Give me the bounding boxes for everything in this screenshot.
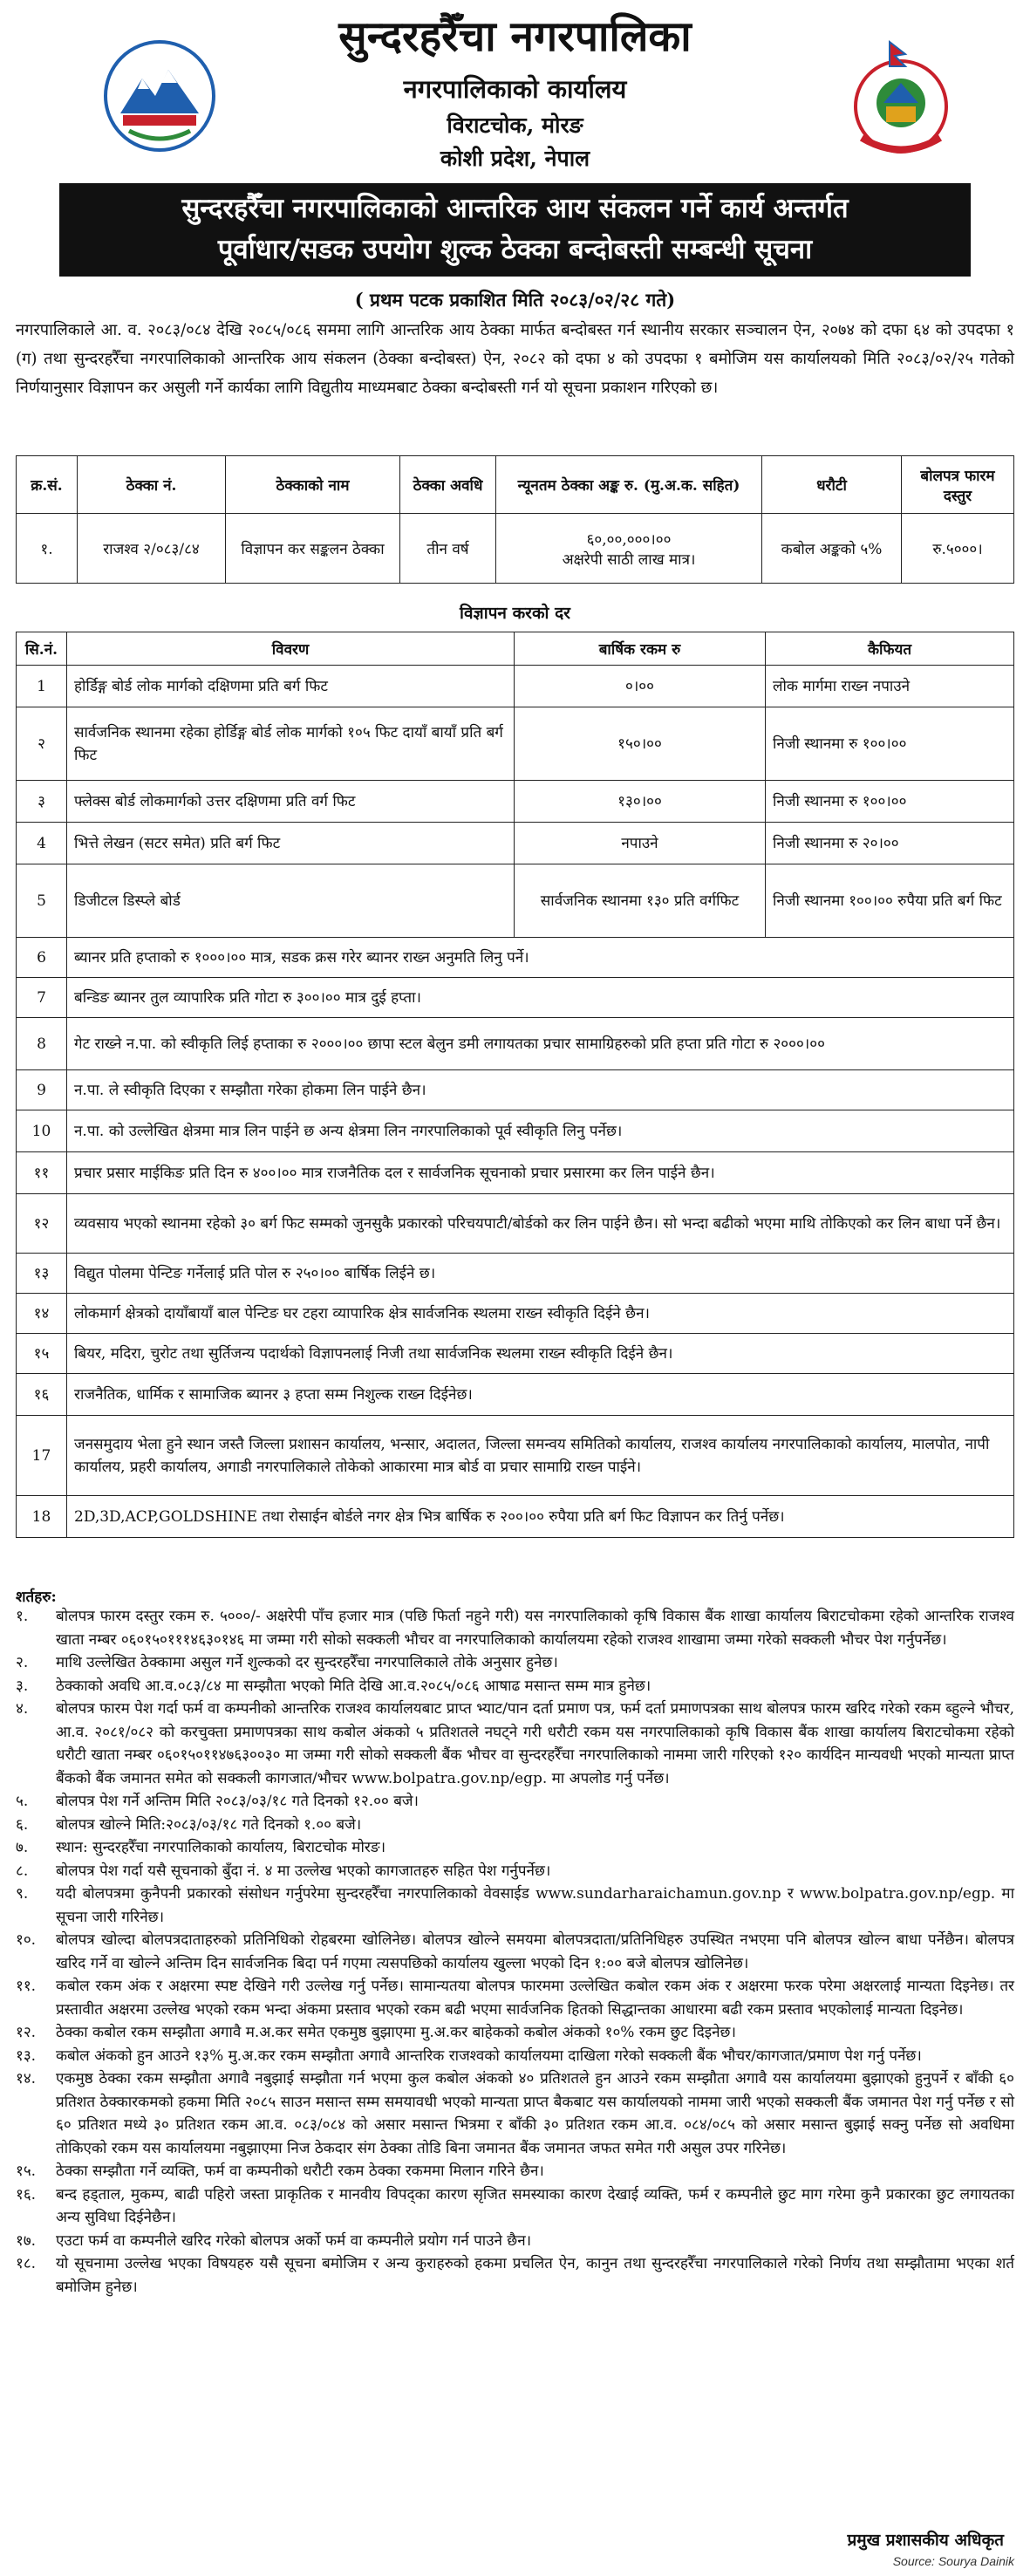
table-row: [17, 1496, 1014, 1538]
cell-sn: १६: [17, 1374, 67, 1416]
column-header: न्यूनतम ठेक्का अङ्क रु. (मु.अ.क. सहित): [496, 456, 762, 514]
terms-heading: शर्तहरु:: [16, 1589, 57, 1606]
term-text: ठेक्का कबोल रकम सम्झौता अगावै म.अ.कर समेत एकमुष्ठ बुझाएमा मु.अ.कर बाहेकको कबोल अंकको १०% रकम छुट दिइनेछ।: [56, 2024, 736, 2041]
cell-rule-text: गेट राख्ने न.पा. को स्वीकृति लिई हप्ताका रु २०००।०० छापा स्टल बेलुन डमी लगायतका प्रचार सामाग्रिहरुको प्रति हप्ता प्रति गोटा रु २०००।००: [67, 1018, 1014, 1070]
cell-rule-text: ब्यानर प्रति हप्ताको रु १०००।०० मात्र, सडक क्रस गरेर ब्यानर राख्न अनुमति लिनु पर्ने।: [67, 938, 1014, 978]
table-row: [17, 1294, 1014, 1334]
term-number: २.: [16, 1654, 29, 1671]
banner-line-2: पूर्वाधार/सडक उपयोग शुल्क ठेक्का बन्दोबस्ती सम्बन्धी सूचना: [217, 234, 813, 265]
term-number: ११.: [16, 1978, 37, 1995]
rates-table-body: [17, 666, 1014, 1538]
cell-sn: 5: [17, 864, 67, 938]
term-text: कबोल रकम अंक र अक्षरमा स्पष्ट देखिने गरी उल्लेख गर्नु पर्नेछ। सामान्यतया बोलपत्र फारममा उल्लेखित कबोल रकम अंक र अक्षरमा फरक परेमा अक्षरलाई मान्यता दिइनेछ। तर प्रस्तावीत अक्षरमा उल्लेख भएको रकम भन्दा अंकमा प्रस्ताव भएको रकम बढी भएमा सार्वजनिक हितको सिद्धान्तका आधारमा बढी रकम प्रस्ताव भएकोलाई मान्यता दिइनेछ।: [56, 1978, 1014, 2019]
table-row: [17, 1070, 1014, 1110]
cell-rule-text: बन्डिङ ब्यानर तुल व्यापारिक प्रति गोटा रु ३००।०० मात्र दुई हप्ता।: [67, 978, 1014, 1018]
term-item: [16, 1698, 1014, 1790]
cell-sn: 4: [17, 823, 67, 864]
cell-deposit: कबोल अङ्कको ५%: [762, 514, 902, 584]
cell-remark: निजी स्थानमा रु १००।००: [766, 707, 1014, 781]
cell-remark: निजी स्थानमा १००।०० रुपैया प्रति बर्ग फिट: [766, 864, 1014, 938]
term-number: ४.: [16, 1700, 29, 1718]
cell-sn: 17: [17, 1416, 67, 1496]
cell-sn: 6: [17, 938, 67, 978]
cell-sn: 10: [17, 1110, 67, 1152]
term-text: ठेक्का सम्झौता गर्ने व्यक्ति, फर्म वा कम्पनीको धरौटी रकम ठेक्का रकममा मिलान गरिने छैन।: [56, 2163, 544, 2180]
rates-table: [16, 632, 1014, 1538]
table-row: [17, 938, 1014, 978]
rates-title: विज्ञापन करको दर: [460, 604, 570, 623]
table-row: [17, 1018, 1014, 1070]
notice-title-banner: [59, 183, 971, 277]
table-row: [17, 1416, 1014, 1496]
cell-rule-text: लोकमार्ग क्षेत्रको दायाँबायाँ बाल पेन्टिङ घर टहरा व्यापारिक क्षेत्र सार्वजनिक स्थलमा राख्न स्वीकृति दिईने छैन।: [67, 1294, 1014, 1334]
term-text: माथि उल्लेखित ठेक्कामा असुल गर्ने शुल्कको दर सुन्दरहरैँचा नगरपालिकाले तोके अनुसार हुनेछ।: [56, 1654, 558, 1671]
term-text: ठेक्काको अवधि आ.व.०८३/८४ मा सम्झौता भएको मिति देखि आ.व.२०८५/०८६ आषाढ मसान्त सम्म मात्र हुनेछ।: [56, 1677, 651, 1695]
table-row: [17, 1152, 1014, 1194]
cell-rule-text: न.पा. को उल्लेखित क्षेत्रमा मात्र लिन पाईने छ अन्य क्षेत्रमा लिन नगरपालिकाको पूर्व स्वीकृति लिनु पर्नेछ।: [67, 1110, 1014, 1152]
address-line-2: कोशी प्रदेश, नेपाल: [440, 146, 590, 171]
contract-table-header: [17, 456, 1014, 514]
cell-remark: निजी स्थानमा रु २०।००: [766, 823, 1014, 864]
header: [16, 0, 1014, 174]
term-text: बोलपत्र पेश गर्दा यसै सूचनाको बुँदा नं. ४ मा उल्लेख भएको कागजातहरु सहित पेश गर्नुपर्नेछ।: [56, 1862, 551, 1880]
column-header: कैफियत: [766, 632, 1014, 666]
cell-rule-text: न.पा. ले स्वीकृति दिएका र सम्झौता गरेका होकमा लिन पाईने छैन।: [67, 1070, 1014, 1110]
term-text: स्थान: सुन्दरहरैँचा नगरपालिकाको कार्यालय, बिराटचोक मोरङ।: [56, 1839, 386, 1856]
banner-line-1: सुन्दरहरैँचा नगरपालिकाको आन्तरिक आय संकलन गर्ने कार्य अन्तर्गत: [181, 193, 849, 224]
column-header: धरौटी: [762, 456, 902, 514]
column-header: बार्षिक रकम रु: [515, 632, 766, 666]
table-row: [17, 666, 1014, 707]
cell-sn: 8: [17, 1018, 67, 1070]
term-text: यदी बोलपत्रमा कुनैपनी प्रकारको संसोधन गर्नुपरेमा सुन्दरहरैँचा नगरपालिकाको वेवसाईड www.sundarharaichamun.gov.np र www.bolpatra.gov.np/egp. मा सूचना जारी गरिनेछ।: [56, 1885, 1014, 1926]
term-text: यो सूचनामा उल्लेख भएका विषयहरु यसै सूचना बमोजिम र अन्य कुराहरुको हकमा प्रचलित ऐन, कानुन तथा सुन्दरहरैँचा नगरपालिकाले गरेको निर्णय तथा सम्झौतामा भएका शर्त बमोजिम हुनेछ।: [56, 2255, 1014, 2296]
term-item: [16, 2183, 1014, 2230]
term-text: बोलपत्र खोल्ने मिति:२०८३/०३/१८ गते दिनको १.०० बजे।: [56, 1815, 362, 1834]
cell-sn: ११: [17, 1152, 67, 1194]
cell-period: तीन वर्ष: [400, 514, 496, 584]
term-number: १०.: [16, 1931, 37, 1949]
cell-rule-text: विद्युत पोलमा पेन्टिङ गर्नेलाई प्रति पोल रु २५०।०० बार्षिक लिईने छ।: [67, 1254, 1014, 1294]
cell-rule-text: प्रचार प्रसार माईकिङ प्रति दिन रु ४००।०० मात्र राजनैतिक दल र सार्वजनिक सूचनाको प्रचार प्रसारमा कर लिन पाईने छैन।: [67, 1152, 1014, 1194]
cell-sn: ३: [17, 781, 67, 823]
term-number: ८.: [16, 1862, 29, 1880]
term-item: [16, 1860, 1014, 1883]
cell-form-fee: रु.५०००।: [902, 514, 1014, 584]
cell-description: भित्ते लेखन (सटर समेत) प्रति बर्ग फिट: [67, 823, 515, 864]
term-item: [16, 1651, 1014, 1675]
cell-amount: सार्वजनिक स्थानमा १३० प्रति वर्गफिट: [515, 864, 766, 938]
term-number: ६.: [16, 1815, 29, 1834]
term-number: ३.: [16, 1677, 29, 1695]
term-text: बोलपत्र फारम पेश गर्दा फर्म वा कम्पनीको आन्तरिक राजश्व कार्यालयबाट प्राप्त भ्याट/पान दर्ता प्रमाण पत्र, फर्म दर्ता प्रमाणपत्रका साथ बोलपत्र फारम खरिद गरेको रकम ब्हुल्ने भौचर, आ.व. २०८१/०८२ को करचुक्ता प्रमाणपत्रका साथ कबोल अंकको ५ प्रतिशतले नघट्ने गरी धरौटी रकम यस नगरपालिकाको कृषि विकास बैंक शाखा कार्यालय बिराटचोकमा रहेको धरौटी खाता नम्बर ०६०१५०११४७६३००३० मा जम्मा गरी सोको सक्कली बैंक भौचर वा सुन्दरहरैँचा नगरपालिकाको नाममा जारी गरिएको १२० कार्यदिन मान्यवधी भएको मान्यता प्राप्त बैंकको बैंक जमानत समेत को सक्कली कागजात/भौचर www.bolpatra.gov.np/egp. मा अपलोड गर्नु पर्नेछ।: [56, 1700, 1014, 1787]
term-number: १३.: [16, 2046, 37, 2065]
term-text: बन्द हड्ताल, मुकम्प, बाढी पहिरो जस्ता प्राकृतिक र मानवीय विपद्का कारण सृजित समस्याका कारण देखाई व्यक्ति, फर्म र कम्पनीले छुट माग गरेमा कुनै प्रकारका छुट लगायतका अन्य सुविधा दिईनेछैन।: [56, 2185, 1014, 2226]
term-item: [16, 1814, 1014, 1837]
term-text: एउटा फर्म वा कम्पनीले खरिद गरेको बोलपत्र अर्को फर्म वा कम्पनीले प्रयोग गर्न पाउने छैन।: [56, 2231, 532, 2250]
term-item: [16, 1605, 1014, 1651]
term-item: [16, 1675, 1014, 1698]
table-row: [17, 823, 1014, 864]
cell-rule-text: 2D,3D,ACP,GOLDSHINE तथा रोसाईन बोर्डले नगर क्षेत्र भित्र बार्षिक रु २००।०० रुपैया प्रति बर्ग फिट विज्ञापन कर तिर्नु पर्नेछ।: [67, 1496, 1014, 1538]
term-item: [16, 2021, 1014, 2045]
term-item: [16, 2160, 1014, 2183]
column-header: ठेक्का नं.: [78, 456, 226, 514]
table-row: [17, 1254, 1014, 1294]
amount-words: अक्षरेपी साठी लाख मात्र।: [562, 550, 696, 569]
column-header: सि.नं.: [17, 632, 67, 666]
cell-description: सार्वजनिक स्थानमा रहेका होर्डिङ्ग बोर्ड लोक मार्गको १०५ फिट दायाँ बायाँ प्रति बर्ग फिट: [67, 707, 515, 781]
cell-rule-text: बियर, मदिरा, चुरोट तथा सुर्तिजन्य पदार्थको विज्ञापनलाई निजी तथा सार्वजनिक स्थलमा राख्न स्वीकृति दिईने छैन।: [67, 1334, 1014, 1374]
cell-sn: १.: [17, 514, 78, 584]
cell-description: होर्डिङ्ग बोर्ड लोक मार्गको दक्षिणमा प्रति बर्ग फिट: [67, 666, 515, 707]
cell-sn: 1: [17, 666, 67, 707]
contract-table: [16, 455, 1014, 584]
table-row: [17, 781, 1014, 823]
column-header: ठेक्काको नाम: [226, 456, 400, 514]
term-text: एकमुष्ठ ठेक्का रकम सम्झौता अगावै नबुझाई सम्झौता गर्न भएमा कुल कबोल अंकको ४० प्रतिशतले हुन आउने रकम सम्झौता अगावै यस कार्यालयमा बुझाएको हुनुपर्ने र बाँकी ६० प्रतिशत ठेक्कारकमको हकमा मिति २०८५ साउन मसान्त सम्म समयावधी भएको मान्यता प्राप्त बैकबाट यस कार्यालयको नाममा जारी भएको सक्कली बैंक जमानत पेश गर्नु पर्नेछ र सो ६० प्रतिशत मध्ये ३० प्रतिशत रकम आ.व. ०८३/०८४ को असार मसान्त भित्रमा र बाँकी ३० प्रतिशत रकम आ.व. ०८४/०८५ को असार मसान्त बुझाई सक्नु पर्नेछ सो अवधिमा तोकिएको रकम यस कार्यालयमा नबुझाएमा निज ठेकदार संग ठेक्का तोडि बिना जमानत बैंक जमानत जफत समेत गरी असुल उपर गरिनेछ।: [56, 2070, 1014, 2157]
term-number: १२.: [16, 2024, 37, 2041]
term-number: ७.: [16, 1839, 29, 1856]
table-row: [17, 1334, 1014, 1374]
term-text: कबोल अंकको हुन आउने १३% मु.अ.कर रकम सम्झौता अगावै आन्तरिक राजश्वको कार्यालयमा दाखिला गरेको सक्कली बैंक भौचर/कागजात/प्रमाण पेश गर्नु पर्नेछ।: [56, 2046, 922, 2065]
cell-rule-text: राजनैतिक, धार्मिक र सामाजिक ब्यानर ३ हप्ता सम्म निशुल्क राख्न दिईनेछ।: [67, 1374, 1014, 1416]
cell-sn: 9: [17, 1070, 67, 1110]
term-text: बोलपत्र फारम दस्तुर रकम रु. ५०००/- अक्षरेपी पाँच हजार मात्र (पछि फिर्ता नहुने गरी) यस नगरपालिकाको कृषि विकास बैंक शाखा कार्यालय बिराटचोकमा रहेको आन्तरिक राजश्व खाता नम्बर ०६०१५०१११४६३०१४६ मा जम्मा गरी सोको सक्कली भौचर वा नगरपालिकाको कार्यालयमा रहेको राजश्व शाखामा जम्मा गरेको सक्कली भौचर पेश गर्नुपर्नेछ।: [56, 1608, 1014, 1649]
column-header: क्र.सं.: [17, 456, 78, 514]
term-item: [16, 2230, 1014, 2253]
table-row: [17, 514, 1014, 584]
term-number: १५.: [16, 2163, 37, 2180]
cell-sn: २: [17, 707, 67, 781]
term-number: १६.: [16, 2185, 37, 2204]
column-header: विवरण: [67, 632, 515, 666]
column-header: बोलपत्र फारम दस्तुर: [902, 456, 1014, 514]
term-item: [16, 1975, 1014, 2021]
term-item: [16, 1882, 1014, 1929]
address-line-1: विराटचोक, मोरङ: [447, 113, 583, 138]
term-text: बोलपत्र पेश गर्ने अन्तिम मिति २०८३/०३/१८ गते दिनको १२.०० बजे।: [56, 1793, 419, 1810]
table-row: [17, 707, 1014, 781]
term-number: १४.: [16, 2070, 37, 2087]
cell-amount: ०।००: [515, 666, 766, 707]
cell-rule-text: व्यवसाय भएको स्थानमा रहेको ३० बर्ग फिट सम्मको जुनसुकै प्रकारको परिचयपाटी/बोर्डको कर लिन पाईने छैन। सो भन्दा बढीको भएमा माथि तोकिएको कर लिन बाधा पर्ने छैन।: [67, 1194, 1014, 1254]
term-number: १८.: [16, 2255, 37, 2272]
rates-table-header: [17, 632, 1014, 666]
cell-sn: १४: [17, 1294, 67, 1334]
amount-figure: ६०,००,०००।००: [586, 530, 672, 549]
cell-amount: १५०।००: [515, 707, 766, 781]
cell-amount: [496, 514, 762, 584]
cell-sn: १५: [17, 1334, 67, 1374]
cell-amount: नपाउने: [515, 823, 766, 864]
cell-description: डिजीटल डिस्प्ले बोर्ड: [67, 864, 515, 938]
cell-sn: १२: [17, 1194, 67, 1254]
table-row: [17, 1110, 1014, 1152]
term-item: [16, 2067, 1014, 2160]
cell-amount: १३०।००: [515, 781, 766, 823]
term-number: ५.: [16, 1793, 29, 1810]
table-row: [17, 1194, 1014, 1254]
term-item: [16, 1929, 1014, 1975]
term-item: [16, 1836, 1014, 1860]
source-credit: Source: Sourya Dainik: [892, 2554, 1014, 2568]
cell-remark: निजी स्थानमा रु १००।००: [766, 781, 1014, 823]
cell-contract-name: विज्ञापन कर सङ्कलन ठेक्का: [226, 514, 400, 584]
table-row: [17, 864, 1014, 938]
signatory: प्रमुख प्रशासकीय अधिकृत: [847, 2531, 1004, 2550]
cell-sn: 7: [17, 978, 67, 1018]
term-item: [16, 1790, 1014, 1814]
term-item: [16, 2045, 1014, 2068]
cell-rule-text: जनसमुदाय भेला हुने स्थान जस्तै जिल्ला प्रशासन कार्यालय, भन्सार, अदालत, जिल्ला समन्वय समितिको कार्यालय, राजश्व कार्यालय नगरपालिकाको कार्यालय, मालपोत, नापी कार्यालय, प्रहरी कार्यालय, अगाडी नगरपालिकाले तोकेको आकारमा मात्र बोर्ड वा प्रचार सामाग्रि राख्न पाईने।: [67, 1416, 1014, 1496]
cell-sn: १३: [17, 1254, 67, 1294]
cell-remark: लोक मार्गमा राख्न नपाउने: [766, 666, 1014, 707]
terms-list: [16, 1605, 1014, 2299]
cell-description: फ्लेक्स बोर्ड लोकमार्गको उत्तर दक्षिणमा प्रति वर्ग फिट: [67, 781, 515, 823]
intro-paragraph: नगरपालिकाले आ. व. २०८३/०८४ देखि २०८५/०८६ सममा लागि आन्तरिक आय ठेक्का मार्फत बन्दोबस्त गर्न स्थानीय सरकार सञ्चालन ऐन, २०७४ को दफा ६४ को उपदफा १ (ग) तथा सुन्दरहरैँचा नगरपालिकाको आन्तरिक आय संकलन (ठेक्का बन्दोबस्त) ऐन, २०८२ को दफा ४ को उपदफा १ बमोजिम यस कार्यालयको मिति २०८३/०२/२५ गतेको निर्णयानुसार विज्ञापन कर असुली गर्ने कार्यका लागि विद्युतीय माध्यमबाट ठेक्का बन्दोबस्ती गर्न यो सूचना प्रकाशन गरिएको छ।: [16, 321, 1014, 397]
term-item: [16, 2252, 1014, 2299]
term-number: १.: [16, 1608, 29, 1625]
cell-sn: 18: [17, 1496, 67, 1538]
municipality-logo-icon: [836, 35, 966, 166]
table-row: [17, 978, 1014, 1018]
office-name: नगरपालिकाको कार्यालय: [403, 74, 627, 104]
term-number: ९.: [16, 1885, 29, 1903]
term-text: बोलपत्र खोल्दा बोलपत्रदाताहरुको प्रतिनिधिको रोहबरमा खोलिनेछ। बोलपत्र खोल्ने समयमा बोलपत्रदाता/प्रतिनिधिहरु उपस्थित नभएमा पनि बोलपत्र खोल्न बाधा पर्नेछैन। बोलपत्र खरिद गर्ने वा खोल्ने अन्तिम दिन सार्वजनिक बिदा पर्न गएमा त्यसपछिको कार्यालय खुल्ला भएको दिन १:०० बजे बोलपत्र खोलिनेछ।: [56, 1931, 1014, 1972]
table-row: [17, 1374, 1014, 1416]
municipality-title: सुन्दरहरैँचा नगरपालिका: [338, 12, 692, 61]
publication-date: ( प्रथम पटक प्रकाशित मिति २०८३/०२/२८ गते): [354, 289, 676, 311]
cell-contract-no: राजश्व २/०८३/८४: [78, 514, 226, 584]
column-header: ठेक्का अवधि: [400, 456, 496, 514]
term-number: १७.: [16, 2231, 37, 2250]
